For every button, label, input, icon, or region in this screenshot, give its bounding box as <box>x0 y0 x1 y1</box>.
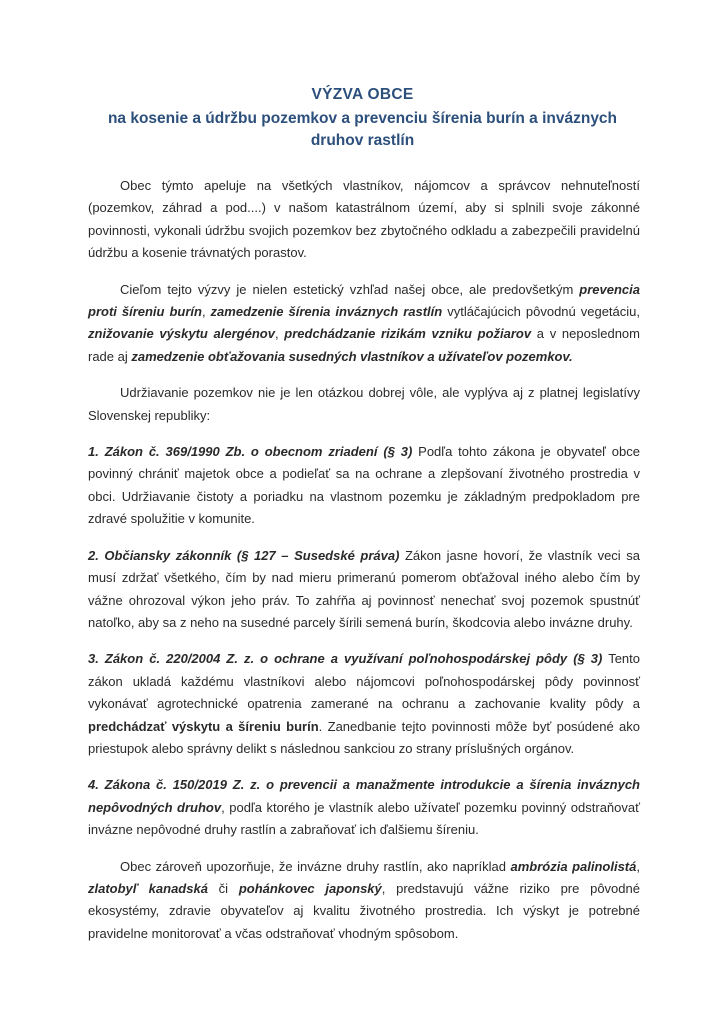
text-run: , <box>636 858 640 874</box>
text-run: Cieľom tejto výzvy je nielen estetický vzhľad našej obce, ale predovšetkým <box>120 281 580 297</box>
legislation-heading: 3. Zákon č. 220/2004 Z. z. o ochrane a využívaní poľnohospodárskej pôdy (§ 3) <box>88 651 603 667</box>
legislation-text: . Zanedbanie tejto povinnosti môže byť posúdené ako priestupok alebo správny delikt s následnou sankciou zo strany príslušných orgánov. <box>88 718 641 756</box>
paragraph-goal <box>88 279 640 369</box>
legislation-text: Podľa tohto zákona je obyvateľ obce povinný chrániť majetok obce a podieľať sa na ochrane a zlepšovaní životného prostredia v obci. Udržiavanie čistoty a poriadku na vlastnom pozemku je základným predpokladom pre zdravé spolužitie v komunite. <box>88 444 640 527</box>
emphasis: pohánkovec japonský <box>238 880 382 896</box>
legislation-item-1 <box>88 441 640 531</box>
paragraph-intro: Obec týmto apeluje na všetkých vlastníkov, nájomcov a správcov nehnuteľností (pozemkov, záhrad a pod....) v našom katastrálnom území, aby si splnili svoje zákonné povinnosti, vykonali údržbu svojich pozemkov bez zbytočného odkladu a zabezpečili pravidelnú údržbu a kosenie trávnatých porastov. <box>88 178 640 261</box>
emphasis: prevencia proti šíreniu burín <box>88 281 640 320</box>
legislation-item-4 <box>88 774 640 841</box>
paragraph-warning <box>88 856 640 946</box>
emphasis: znižovanie výskytu alergénov <box>88 326 275 342</box>
document-subtitle: na kosenie a údržbu pozemkov a prevenciu šírenia burín a inváznych druhov rastlín <box>107 110 618 149</box>
legislation-heading: 1. Zákon č. 369/1990 Zb. o obecnom zriadení (§ 3) <box>88 444 413 460</box>
emphasis: predchádzanie rizikám vzniku požiarov <box>284 326 532 342</box>
text-run: , <box>274 326 285 342</box>
legislation-item-2 <box>88 545 640 635</box>
document-body <box>88 175 640 959</box>
text-run: a v neposlednom rade aj <box>88 326 640 364</box>
emphasis: predchádzať výskytu a šíreniu burín <box>88 718 319 734</box>
text-run: či <box>207 880 239 896</box>
text-run: , predstavujú vážne riziko pre pôvodné ekosystémy, zdravie obyvateľov aj kvalitu životného prostredia. Ich výskyt je potrebné pravidelne monitorovať a včas odstraňovať vhodným spôsobom. <box>88 880 640 941</box>
emphasis: zlatobyľ kanadská <box>88 880 208 896</box>
document-title: VÝZVA OBCE <box>311 86 414 103</box>
paragraph-legislation-intro: Udržiavanie pozemkov nie je len otázkou dobrej vôle, ale vyplýva aj z platnej legislatívy Slovenskej republiky: <box>88 385 640 423</box>
text-run: vytláčajúcich pôvodnú vegetáciu, <box>442 304 640 320</box>
legislation-text: Zákon jasne hovorí, že vlastník veci sa musí zdržať všetkého, čím by nad mieru primeranú pomerom obťažoval iného alebo čím by vážne ohrozoval výkon jeho práv. To zahŕňa aj povinnosť nenechať svoj pozemok spustnúť natoľko, aby sa z neho na susedné parcely šírili semená burín, škodcovia alebo invázne druhy. <box>88 547 640 630</box>
legislation-item-3 <box>88 648 640 760</box>
emphasis: zamedzenie šírenia inváznych rastlín <box>210 304 443 320</box>
legislation-heading: 2. Občiansky zákonník (§ 127 – Susedské práva) <box>88 547 400 563</box>
text-run: Obec zároveň upozorňuje, že invázne druhy rastlín, ako napríklad <box>120 858 511 874</box>
emphasis: zamedzenie obťažovania susedných vlastníkov a užívateľov pozemkov. <box>131 348 573 364</box>
emphasis: ambrózia palinolistá <box>510 858 637 874</box>
legislation-heading: 4. Zákona č. 150/2019 Z. z. o prevencii a manažmente introdukcie a šírenia inváznych nepôvodných druhov <box>88 777 640 815</box>
text-run: , <box>201 304 211 320</box>
legislation-text: , podľa ktorého je vlastník alebo užívateľ pozemku povinný odstraňovať invázne nepôvodné druhy rastlín a zabraňovať ich ďalšiemu šíreniu. <box>88 799 640 838</box>
legislation-text: Tento zákon ukladá každému vlastníkovi alebo nájomcovi poľnohospodárskej pôdy povinnosť vykonávať agrotechnické opatrenia zamerané na ochranu a zachovanie kvality pôdy a <box>88 651 640 712</box>
